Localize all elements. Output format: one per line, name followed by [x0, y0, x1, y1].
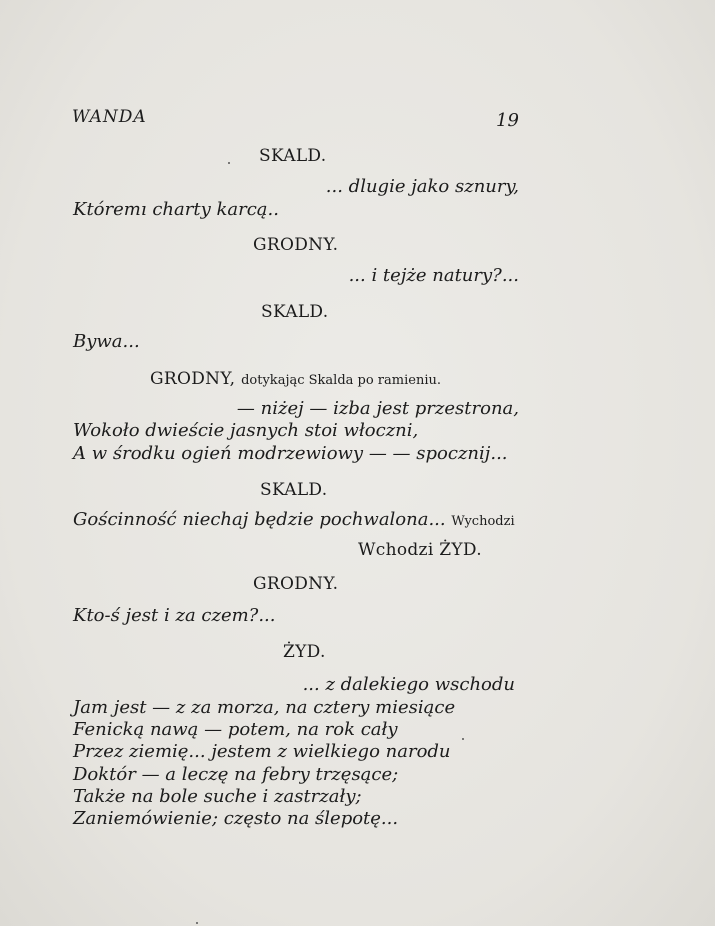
- verse-line: Kto-ś jest i za czem?...: [73, 605, 276, 626]
- speaker-name: SKALD.: [260, 480, 328, 500]
- speaker-name: GRODNY.: [253, 235, 339, 255]
- verse-line: Przez ziemię... jestem z wielkiego narodu: [73, 741, 451, 762]
- verse-line: Wokoło dwieście jasnych stoi włoczni,: [73, 420, 419, 441]
- verse-line: Któremı charty karcą..: [73, 199, 279, 220]
- verse-line: ... i tejże natury?...: [348, 265, 519, 286]
- speaker-name: GRODNY.: [253, 574, 339, 594]
- running-title: WANDA: [72, 107, 147, 127]
- verse-line: A w środku ogień modrzewiowy — — spocznij...: [73, 443, 508, 464]
- speaker-name: ŻYD.: [283, 642, 326, 662]
- speaker-name: GRODNY,: [150, 369, 236, 389]
- speaker-name: SKALD.: [261, 302, 329, 322]
- speaker-name: SKALD.: [259, 146, 327, 166]
- verse-line: Bywa...: [73, 331, 140, 352]
- verse-line: Zaniemówienie; często na ślepotę...: [73, 808, 399, 829]
- speaker-with-stage-direction: [150, 368, 441, 389]
- stage-direction: Wchodzi ŻYD.: [358, 540, 482, 560]
- verse-line: — niżej — izba jest przestrona,: [236, 398, 519, 419]
- stage-direction: dotykając Skalda po ramieniu.: [241, 373, 441, 388]
- verse-line: Doktór — a leczę na febry trzęsące;: [73, 764, 399, 785]
- print-speck: [196, 922, 198, 924]
- print-speck: [228, 162, 230, 164]
- verse-line: Jam jest — z za morza, na cztery miesiące: [73, 697, 456, 718]
- verse-line: Gościnność niechaj będzie pochwalona...: [73, 509, 446, 530]
- page-number: 19: [496, 110, 519, 131]
- verse-line: ... z dalekiego wschodu: [302, 674, 515, 695]
- stage-direction: Wychodzi: [451, 514, 515, 529]
- print-speck: [462, 738, 464, 740]
- verse-line: Fenicką nawą — potem, na rok cały: [73, 719, 398, 740]
- verse-line: ... dlugie jako sznury,: [325, 176, 519, 197]
- verse-with-stage-direction: [73, 509, 515, 530]
- verse-line: Także na bole suche i zastrzały;: [73, 786, 362, 807]
